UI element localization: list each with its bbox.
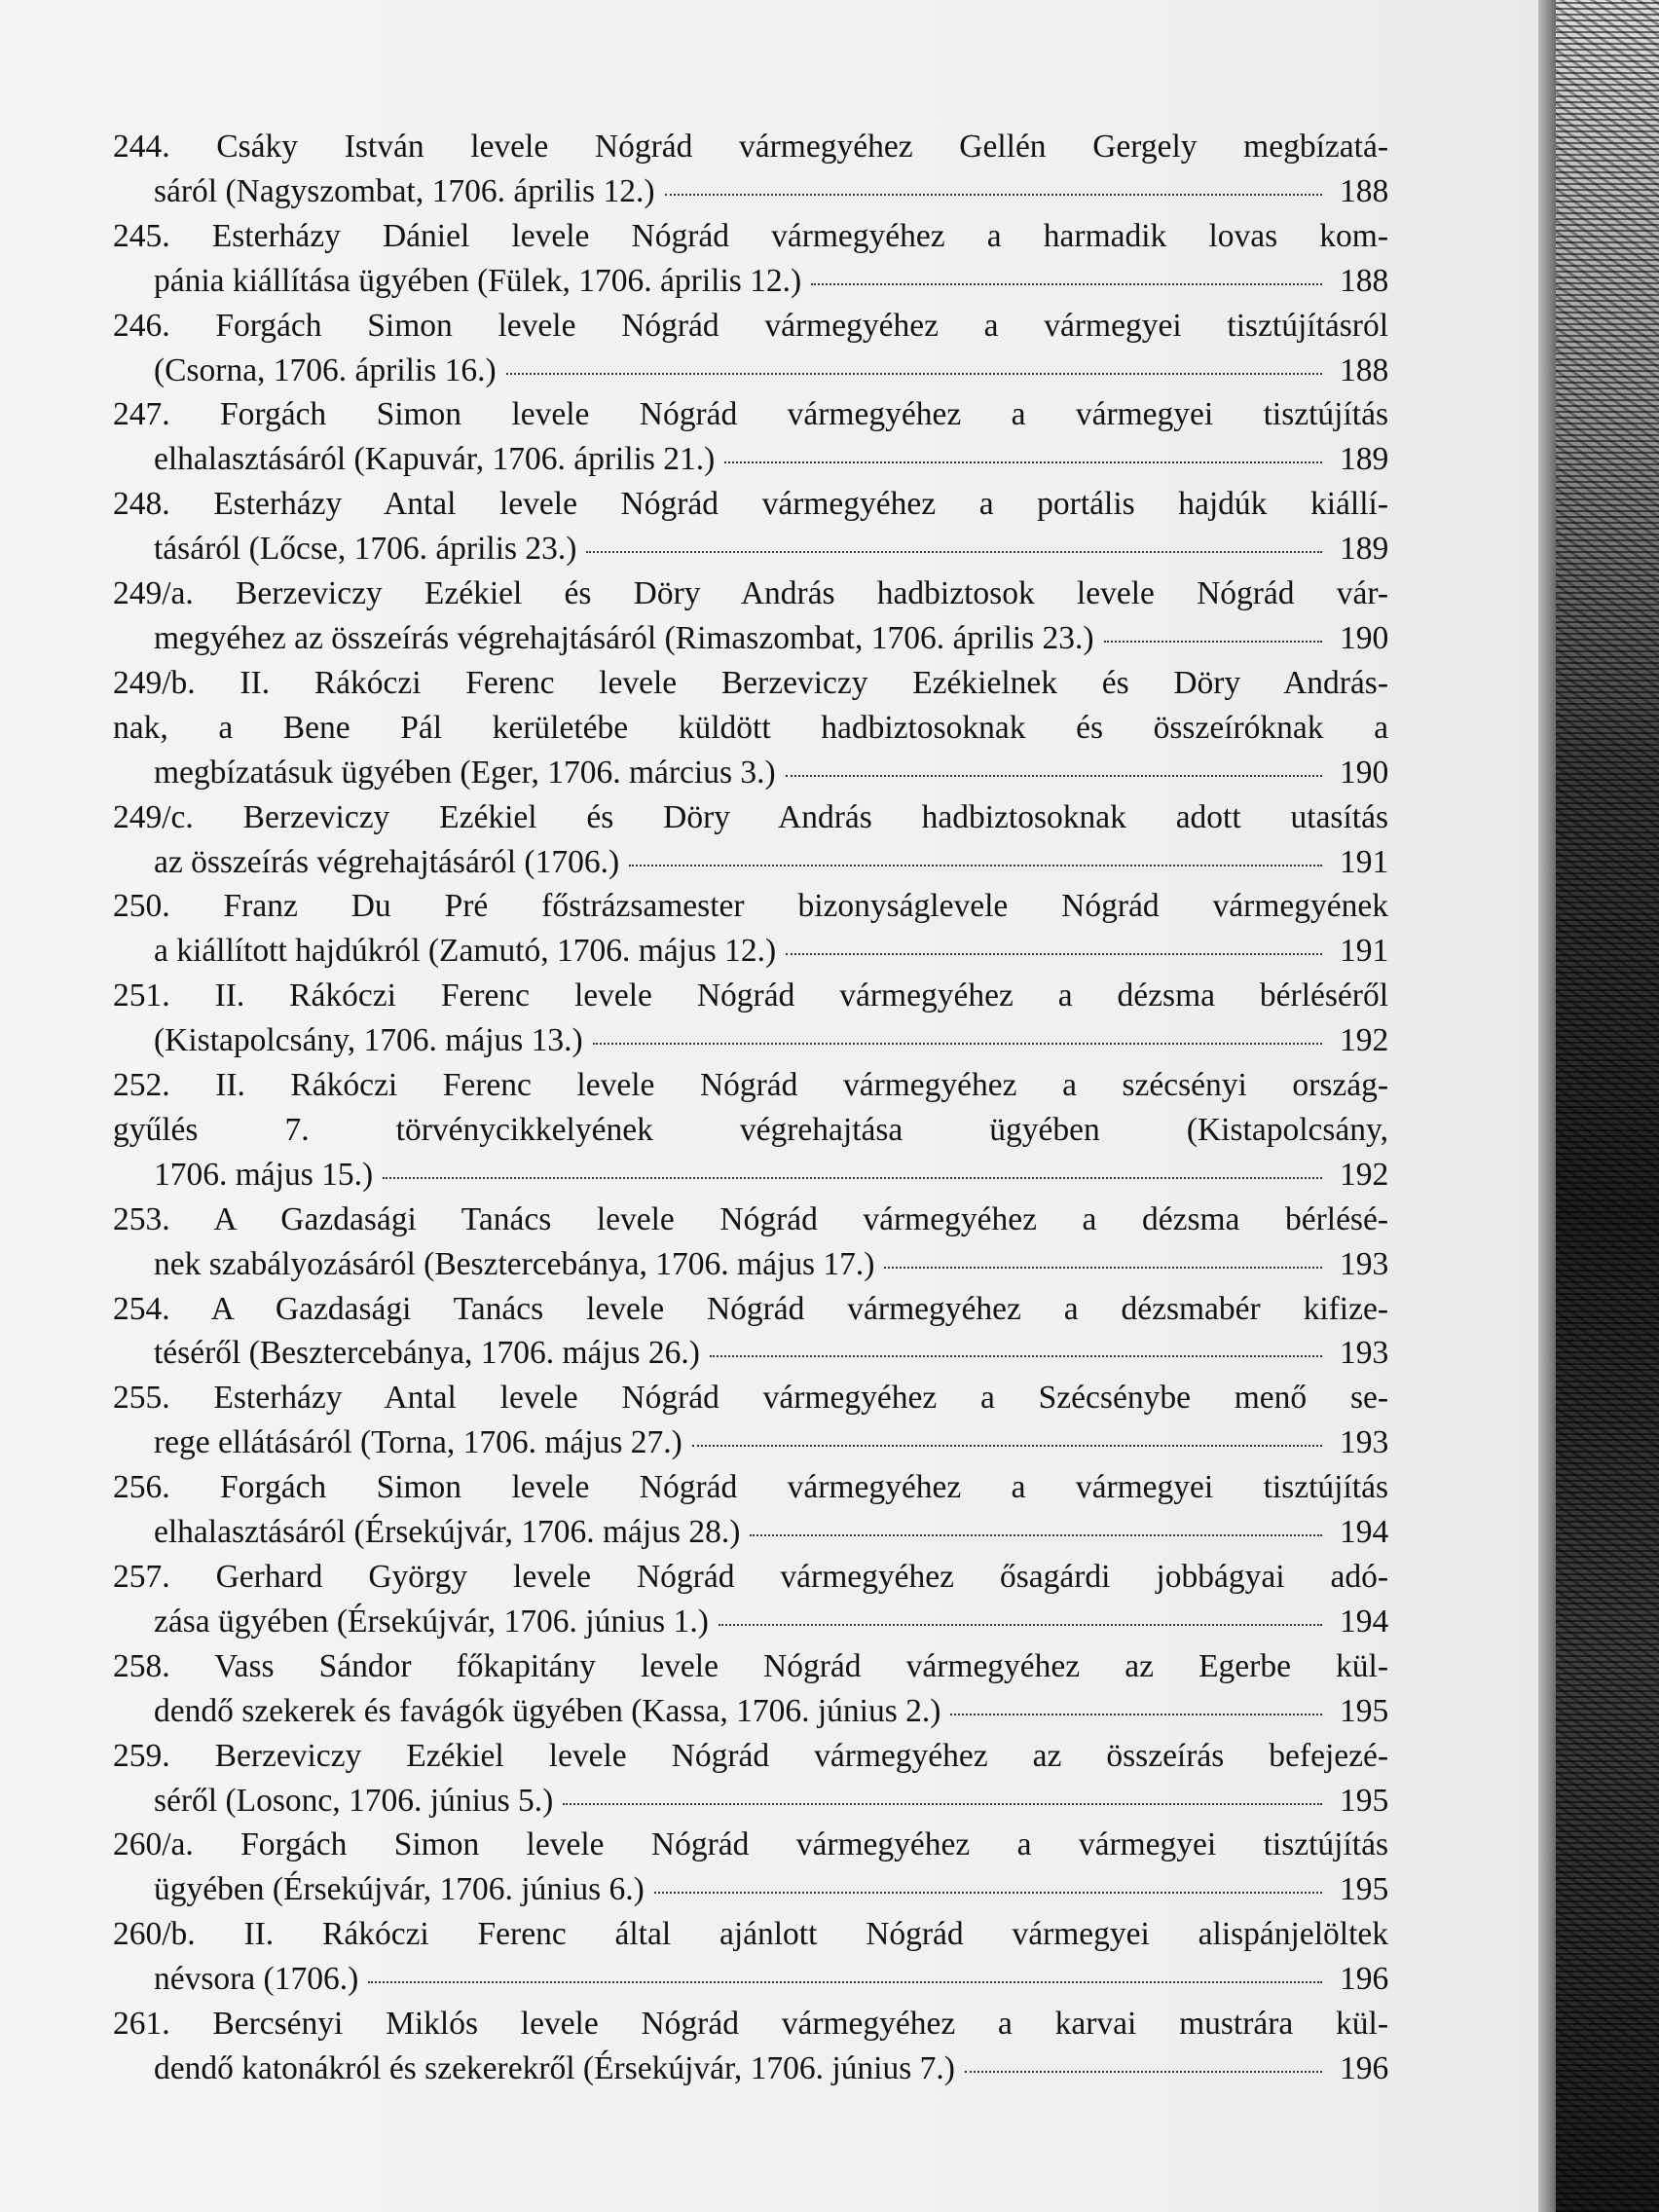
toc-entry-last-line — [154, 1242, 1388, 1287]
toc-entry-last-line — [154, 1600, 1388, 1644]
toc-page-number: 195 — [1340, 1782, 1389, 1819]
toc-entry-line — [113, 974, 1388, 1018]
toc-entry-number: 251. — [113, 977, 170, 1014]
toc-page-number: 194 — [1340, 1603, 1389, 1640]
toc-page-number: 192 — [1340, 1022, 1389, 1059]
toc-entry-number: 249/b. — [113, 664, 196, 701]
toc-entry-line — [113, 392, 1388, 437]
toc-entry-text: II. Rákóczi Ferenc levele Nógrád vármegyéhez a dézsma bérléséről — [214, 977, 1388, 1014]
toc-entry-line — [113, 125, 1388, 169]
toc-entry-number: 249/c. — [113, 798, 194, 835]
toc-entry-number: 248. — [113, 486, 170, 523]
toc-entry-text: tásáról (Lőcse, 1706. április 23.) — [154, 531, 577, 568]
toc-entry — [113, 795, 1388, 885]
toc-entry-number: 244. — [113, 129, 170, 165]
toc-page-number: 194 — [1340, 1514, 1389, 1551]
toc-entry-last-line — [154, 1331, 1388, 1376]
toc-entry-line — [113, 2002, 1388, 2046]
toc-entry-text: elhalasztásáról (Érsekújvár, 1706. május 28.) — [154, 1514, 741, 1551]
toc-entry — [113, 1644, 1388, 1734]
toc-entry — [113, 304, 1388, 393]
toc-entry-text: pánia kiállítása ügyében (Fülek, 1706. április 12.) — [154, 262, 802, 299]
toc-entry-text: dendő katonákról és szekerekről (Érsekújvár, 1706. június 7.) — [154, 2049, 955, 2086]
toc-entry-line — [113, 661, 1388, 706]
toc-page-number: 193 — [1340, 1245, 1389, 1282]
toc-page-number: 196 — [1340, 2049, 1389, 2086]
toc-entry — [113, 571, 1388, 661]
toc-entry-text: az összeírás végrehajtásáról (1706.) — [154, 843, 620, 880]
toc-entry-text: megbízatásuk ügyében (Eger, 1706. március 3.) — [154, 754, 776, 791]
page-gutter — [1538, 0, 1556, 2212]
toc-entry-text: gyűlés 7. törvénycikkelyének végrehajtása ügyében (Kistapolcsány, — [113, 1111, 1388, 1148]
toc-entry — [113, 974, 1388, 1063]
dot-leader — [884, 1267, 1322, 1269]
toc-entry-text: Esterházy Dániel levele Nógrád vármegyéhez a harmadik lovas kom- — [211, 217, 1388, 254]
toc-entry-line — [113, 795, 1388, 840]
toc-entry-number: 257. — [113, 1559, 170, 1595]
toc-entry-number: 255. — [113, 1380, 170, 1417]
toc-entry-text: Forgách Simon levele Nógrád vármegyéhez a vármegyei tisztújításról — [215, 307, 1388, 344]
toc-entry-last-line — [154, 1867, 1388, 1912]
toc-entry-text: zása ügyében (Érsekújvár, 1706. június 1.) — [154, 1603, 709, 1640]
toc-entry-line — [113, 1376, 1389, 1420]
dot-leader — [665, 194, 1323, 196]
dot-leader — [710, 1355, 1322, 1357]
toc-entry — [113, 884, 1388, 974]
toc-entry-line — [113, 1555, 1389, 1600]
toc-entry-text: II. Rákóczi Ferenc levele Nógrád vármegyéhez a szécsényi ország- — [215, 1067, 1389, 1104]
toc-entry-number: 258. — [113, 1647, 170, 1684]
toc-entry-text: Gerhard György levele Nógrád vármegyéhez ősagárdi jobbágyai adó- — [215, 1559, 1389, 1595]
dot-leader — [750, 1534, 1322, 1536]
toc-entry-last-line — [154, 349, 1388, 393]
toc-entry-text: Esterházy Antal levele Nógrád vármegyéhez a portális hajdúk kiállí- — [213, 486, 1388, 523]
dot-leader — [692, 1445, 1322, 1447]
dot-leader — [724, 461, 1322, 463]
dot-leader — [383, 1177, 1322, 1179]
toc-entry-text: Franz Du Pré főstrázsamester bizonyságlevele Nógrád vármegyének — [223, 888, 1388, 925]
toc-entry-number: 260/a. — [113, 1826, 194, 1863]
toc-entry-number: 245. — [113, 217, 170, 254]
toc-entry — [113, 1823, 1388, 1912]
toc-page-number: 193 — [1340, 1424, 1389, 1461]
toc-entry-last-line — [154, 169, 1388, 214]
toc-entry-line — [113, 1287, 1389, 1332]
dot-leader — [654, 1892, 1322, 1894]
toc-entry-text: Esterházy Antal levele Nógrád vármegyéhez a Szécsénybe menő se- — [213, 1380, 1389, 1417]
toc-entry-line — [113, 214, 1388, 259]
toc-entry-last-line — [154, 840, 1388, 885]
toc-entry-number: 249/a. — [113, 575, 194, 612]
toc-entry — [113, 1063, 1388, 1198]
toc-page-number: 188 — [1340, 172, 1389, 209]
toc-entry-line — [113, 1063, 1389, 1108]
toc-entry-last-line — [154, 259, 1388, 304]
toc-entry-text: Berzeviczy Ezékiel és Döry András hadbiztosoknak adott utasítás — [242, 798, 1388, 835]
toc-entry-number: 247. — [113, 396, 170, 433]
toc-entry-text: Berzeviczy Ezékiel levele Nógrád vármegyéhez az összeírás befejezé- — [214, 1737, 1389, 1774]
toc-entry-last-line — [154, 751, 1388, 795]
toc-entry-text: Bercsényi Miklós levele Nógrád vármegyéhez a karvai mustrára kül- — [212, 2006, 1388, 2043]
toc-entry-text: dendő szekerek és favágók ügyében (Kassa, 1706. június 2.) — [154, 1692, 941, 1729]
toc-entry-text: II. Rákóczi Ferenc által ajánlott Nógrád vármegyei alispánjelöltek — [243, 1916, 1389, 1953]
toc-page-number: 193 — [1340, 1335, 1389, 1372]
toc-entry-text: elhalasztásáról (Kapuvár, 1706. április 21.) — [154, 441, 716, 478]
dot-leader — [786, 953, 1322, 955]
toc-entry-text: II. Rákóczi Ferenc levele Berzeviczy Ezékielnek és Döry András- — [240, 664, 1388, 701]
toc-entry-number: 254. — [113, 1290, 170, 1327]
toc-entry — [113, 1734, 1388, 1824]
toc-page-number: 195 — [1340, 1871, 1389, 1908]
dot-leader — [719, 1624, 1322, 1626]
toc-entry — [113, 1912, 1388, 2002]
toc-entry-text: A Gazdasági Tanács levele Nógrád vármegyéhez a dézsma bérlésé- — [213, 1200, 1388, 1237]
toc-entry — [113, 1376, 1388, 1465]
toc-page-number: 191 — [1340, 933, 1389, 970]
toc-entry-last-line — [154, 929, 1388, 974]
toc-entry — [113, 661, 1388, 795]
toc-entry-line — [113, 304, 1388, 349]
toc-entry-last-line — [154, 1153, 1388, 1198]
toc-entry-line — [113, 1644, 1389, 1689]
toc-page-number: 188 — [1340, 351, 1389, 388]
toc-entry-last-line — [154, 437, 1388, 482]
toc-entry-line — [113, 1823, 1388, 1867]
toc-entry-last-line — [154, 527, 1388, 571]
dot-leader — [786, 775, 1322, 777]
toc-entry — [113, 1555, 1388, 1644]
toc-entry-text: sáról (Nagyszombat, 1706. április 12.) — [154, 172, 655, 209]
dot-leader — [811, 283, 1322, 285]
toc-entry-last-line — [154, 616, 1388, 661]
toc-page-number: 192 — [1340, 1156, 1389, 1193]
toc-entry — [113, 1287, 1388, 1377]
dot-leader — [586, 551, 1322, 553]
toc-entry-text: (Csorna, 1706. április 16.) — [154, 351, 497, 388]
toc-entry-line — [113, 482, 1388, 527]
toc-entry-number: 259. — [113, 1737, 170, 1774]
toc-entry-text: séről (Losonc, 1706. június 5.) — [154, 1782, 554, 1819]
toc-page-number: 191 — [1340, 843, 1389, 880]
toc-entry-number: 253. — [113, 1200, 170, 1237]
toc-entry — [113, 392, 1388, 482]
toc-page-number: 189 — [1340, 441, 1389, 478]
dot-leader — [593, 1043, 1322, 1045]
toc-entry-text: nek szabályozásáról (Besztercebánya, 1706. május 17.) — [154, 1245, 875, 1282]
toc-page-number: 189 — [1340, 531, 1389, 568]
toc-entry-number: 261. — [113, 2006, 170, 2043]
toc-entry-text: 1706. május 15.) — [154, 1156, 374, 1193]
dot-leader — [506, 373, 1322, 375]
dot-leader — [965, 2071, 1322, 2073]
toc-entry-text: nak, a Bene Pál kerületébe küldött hadbiztosoknak és összeíróknak a — [113, 709, 1388, 746]
toc-entry-last-line — [154, 2046, 1388, 2091]
toc-entry — [113, 482, 1388, 571]
toc-entry-text: Forgách Simon levele Nógrád vármegyéhez a vármegyei tisztújítás — [220, 396, 1388, 433]
toc-entry-line — [113, 1198, 1388, 1242]
dot-leader — [1104, 641, 1322, 643]
toc-entry-text: névsora (1706.) — [154, 1961, 359, 1998]
toc-entry-text: A Gazdasági Tanács levele Nógrád vármegyéhez a dézsmabér kifize- — [210, 1290, 1389, 1327]
toc-entry-last-line — [154, 1420, 1388, 1465]
toc-entry-text: Vass Sándor főkapitány levele Nógrád vármegyéhez az Egerbe kül- — [214, 1647, 1389, 1684]
dot-leader — [950, 1714, 1322, 1715]
toc-entry-line — [113, 1734, 1389, 1779]
toc-entry — [113, 1465, 1388, 1555]
toc-entry-last-line — [154, 1779, 1388, 1824]
toc-entry-text: Csáky István levele Nógrád vármegyéhez Gellén Gergely megbízatá- — [216, 129, 1388, 165]
toc-entry-text: Forgách Simon levele Nógrád vármegyéhez a vármegyei tisztújítás — [220, 1469, 1388, 1506]
toc-entry-line — [113, 884, 1388, 929]
table-of-contents — [113, 125, 1388, 2091]
toc-entry-number: 256. — [113, 1469, 170, 1506]
toc-entry-number: 260/b. — [113, 1916, 196, 1953]
toc-page-number: 195 — [1340, 1692, 1389, 1729]
toc-entry-line — [113, 1465, 1388, 1510]
toc-entry — [113, 125, 1388, 214]
toc-entry — [113, 2002, 1388, 2091]
toc-entry-line — [113, 706, 1388, 751]
toc-entry — [113, 1198, 1388, 1287]
toc-entry-text: a kiállított hajdúkról (Zamutó, 1706. május 12.) — [154, 933, 777, 970]
toc-entry-text: Forgách Simon levele Nógrád vármegyéhez a vármegyei tisztújítás — [240, 1826, 1388, 1863]
toc-entry-text: megyéhez az összeírás végrehajtásáról (Rimaszombat, 1706. április 23.) — [154, 619, 1094, 656]
toc-entry-last-line — [154, 1018, 1388, 1063]
toc-entry-line — [113, 571, 1389, 616]
toc-entry-text: (Kistapolcsány, 1706. május 13.) — [154, 1022, 583, 1059]
toc-entry-number: 252. — [113, 1067, 170, 1104]
toc-entry — [113, 214, 1388, 304]
toc-page-number: 190 — [1340, 754, 1389, 791]
dot-leader — [368, 1981, 1322, 1983]
facing-page-engraving — [1556, 0, 1659, 2212]
toc-page-number: 190 — [1340, 619, 1389, 656]
toc-entry-text: téséről (Besztercebánya, 1706. május 26.) — [154, 1335, 700, 1372]
toc-entry-number: 246. — [113, 307, 170, 344]
dot-leader — [629, 865, 1322, 866]
toc-entry-last-line — [154, 1689, 1388, 1734]
toc-entry-line — [113, 1108, 1388, 1153]
toc-entry-last-line — [154, 1510, 1388, 1555]
toc-entry-last-line — [154, 1957, 1388, 2002]
toc-entry-text: rege ellátásáról (Torna, 1706. május 27.) — [154, 1424, 682, 1461]
toc-page-number: 196 — [1340, 1961, 1389, 1998]
toc-entry-number: 250. — [113, 888, 170, 925]
toc-entry-text: ügyében (Érsekújvár, 1706. június 6.) — [154, 1871, 645, 1908]
toc-page-number: 188 — [1340, 262, 1389, 299]
toc-entry-line — [113, 1912, 1389, 1957]
toc-entry-text: Berzeviczy Ezékiel és Döry András hadbiztosok levele Nógrád vár- — [236, 575, 1389, 612]
dot-leader — [563, 1803, 1322, 1805]
